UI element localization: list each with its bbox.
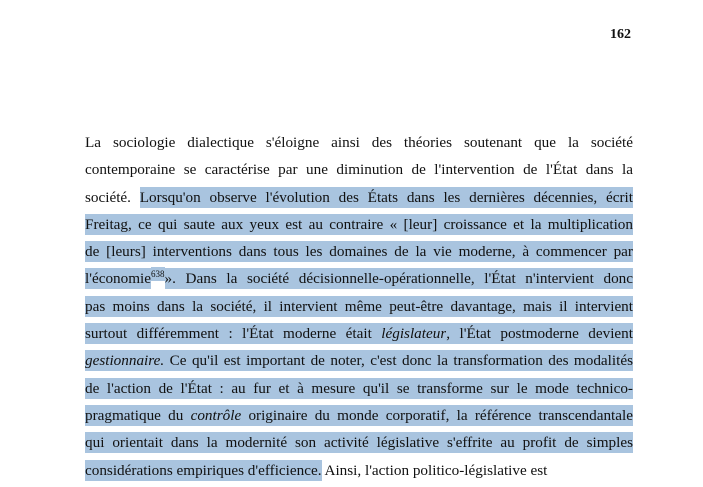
text-line bbox=[85, 347, 633, 374]
highlighted-text: Freitag, ce qui saute aux yeux est au contraire « [leur] croissance et la multiplication bbox=[85, 215, 633, 233]
highlighted-text: surtout différemment : l'État moderne était bbox=[85, 325, 382, 343]
highlighted-text: contrôle bbox=[190, 406, 242, 424]
highlighted-text: de l'action de l'État : au fur et à mesure qu'il se transforme sur le mode technico- bbox=[85, 379, 633, 397]
highlighted-text: , l'État postmoderne devient bbox=[446, 325, 633, 343]
text-line bbox=[85, 457, 633, 484]
text-segment: La sociologie dialectique s'éloigne ainsi des théories soutenant que la société bbox=[85, 134, 633, 151]
text-line bbox=[85, 184, 633, 211]
text-line bbox=[85, 402, 633, 429]
text-line bbox=[85, 129, 633, 156]
text-line bbox=[85, 211, 633, 238]
text-segment: Ainsi, l'action politico-législative est bbox=[321, 461, 548, 479]
text-line bbox=[85, 156, 633, 183]
footnote-ref: 638 bbox=[151, 269, 165, 280]
text-segment: contemporaine se caractérise par une diminution de l'intervention de l'État dans la bbox=[85, 161, 633, 179]
highlighted-text: originaire du monde corporatif, la référence transcendantale bbox=[241, 406, 633, 424]
text-line bbox=[85, 375, 633, 402]
highlighted-text: pragmatique du bbox=[85, 406, 191, 424]
text-line bbox=[85, 429, 633, 456]
page-number: 162 bbox=[610, 27, 631, 42]
highlighted-text: qui orientait dans la modernité son activité législative s'effrite au profit de simples bbox=[85, 434, 633, 452]
highlighted-text: de [leurs] interventions dans tous les domaines de la vie moderne, à commencer par bbox=[85, 243, 633, 261]
text-line bbox=[85, 293, 633, 320]
body-paragraph bbox=[85, 129, 633, 484]
highlighted-text: pas moins dans la société, il intervient même peut-être davantage, mais il intervient bbox=[85, 297, 633, 315]
highlighted-text: Ce qu'il est important de noter, c'est donc la transformation des modalités bbox=[164, 352, 633, 370]
highlighted-text: législateur bbox=[381, 325, 447, 343]
text-line bbox=[85, 320, 633, 347]
highlighted-text: gestionnaire. bbox=[85, 352, 165, 370]
text-line bbox=[85, 238, 633, 265]
highlighted-text: considérations empiriques d'efficience. bbox=[85, 461, 322, 479]
highlighted-text: l'économie bbox=[85, 270, 151, 288]
text-line bbox=[85, 265, 633, 292]
highlighted-text: ». Dans la société décisionnelle-opérationnelle, l'État n'intervient donc bbox=[164, 270, 633, 288]
text-segment: société. bbox=[85, 188, 140, 206]
highlighted-text: Lorsqu'on observe l'évolution des États dans les dernières décennies, écrit bbox=[139, 188, 634, 206]
